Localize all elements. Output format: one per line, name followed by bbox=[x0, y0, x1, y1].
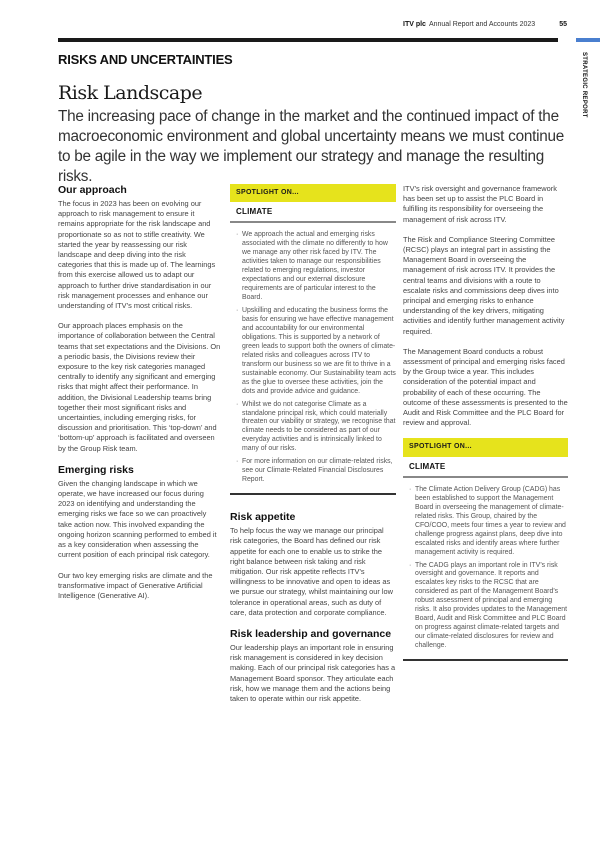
heading-our-approach: Our approach bbox=[58, 184, 127, 196]
list-item: · The Climate Action Delivery Group (CADG) has been established to support the Management Board in overseeing the management of climate-related risks. This Group, chaired by the CFO/COO, meets four times a year to review and challenge progress against plans, deep dive into escalated risks and identify areas where further management activity is required. bbox=[409, 486, 568, 558]
brand-name: ITV plc bbox=[403, 21, 426, 28]
paragraph: Our leadership plays an important role in ensuring risk management is considered in key decision making. Each of our principal risk categories has a Management Board sponsor. They articulate each risk, how we manage them and the actions being taken to operate within our risk appetite. bbox=[230, 642, 396, 703]
section-title: RISKS AND UNCERTAINTIES bbox=[58, 52, 233, 67]
spotlight-topic: CLIMATE bbox=[230, 202, 396, 223]
spotlight-end-rule bbox=[230, 493, 396, 495]
spotlight-topic: CLIMATE bbox=[403, 457, 568, 478]
heading-risk-appetite: Risk appetite bbox=[230, 511, 296, 524]
spotlight-climate-box bbox=[230, 184, 396, 495]
side-section-label: STRATEGIC REPORT bbox=[581, 52, 587, 118]
paragraph: Our approach places emphasis on the importance of collaboration between the Central teams that set expectations and the Divisions. On a periodic basis, the Divisions review their exposure to the key risk categories managed centrally to identify any significant and emerging risks that might affect their performance. In addition, the Divisional Leadership teams bring together their most significant risks and uncertainties, including emerging risks, for discussion and prioritisation. This ‘top-down’ and ‘bottom-up’ approach is facilitated and overseen by the Group Risk team. bbox=[58, 321, 221, 453]
list-item: · Whilst we do not categorise Climate as a standalone principal risk, which could materially threaten our viability or strategy, we recognise that climate needs to be considered as part of our everyday activities and is intrinsically linked to many of our risks. bbox=[236, 401, 396, 455]
paragraph: The Risk and Compliance Steering Committee (RCSC) plays an integral part in assisting the Management Board in overseeing the management of risk across ITV. It provides the central teams and divisions with a route to escalate risks and commissions deep dives into principal and emerging risks to enhance understanding of the key drivers, mitigating activities and identify further management activity required. bbox=[403, 234, 565, 336]
list-item: · The CADG plays an important role in ITV’s risk oversight and governance. It reports and escalates key risks to the RCSC that are considered as part of the Management Board’s robust assessment of principal and emerging risks. It also provides updates to the Management Board, Audit and Risk Committee and PLC Board on progress against climate-related targets and our climate-related disclosures for review and challenge. bbox=[409, 562, 568, 652]
top-rule-divider bbox=[58, 38, 558, 42]
paragraph: The Management Board conducts a robust assessment of principal and emerging risks faced by the Group twice a year. This includes consideration of the potential impact and probability of each of these occurring. The outcome of these assessments is presented to the Audit and Risk Committee and the PLC Board for review and approval. bbox=[403, 346, 568, 428]
spotlight-end-rule bbox=[403, 659, 568, 661]
paragraph: ITV’s risk oversight and governance framework has been set up to assist the PLC Board in fulfilling its responsibility for overseeing the management of risk across ITV. bbox=[403, 184, 557, 224]
paragraph: Our two key emerging risks are climate and the transformative impact of Generative Artificial Intelligence (Generative AI). bbox=[58, 570, 213, 600]
spotlight-climate-box-2 bbox=[403, 438, 568, 661]
list-item: · We approach the actual and emerging risks associated with the climate no differently to how we manage any other risk faced by ITV. The activities taken to manage our responsibilities related to emerging regulations, investor expectations and our external disclosure requirements are of particular interest to the Board. bbox=[236, 231, 396, 303]
paragraph: Given the changing landscape in which we operate, we have increased our focus during 2023 on identifying and understanding the emerging risks we face so we can proactively take action now. This involved expanding the ongoing horizon scanning performed to embed it as a key consideration when assessing the current position of each principal risk category. bbox=[58, 478, 217, 560]
spotlight-bullet-list bbox=[230, 223, 396, 485]
column-right bbox=[403, 184, 568, 667]
spotlight-bullet-list bbox=[403, 478, 568, 651]
section-tab-marker bbox=[576, 38, 600, 42]
page-title: Risk Landscape bbox=[58, 82, 203, 104]
list-item: · For more information on our climate-related risks, see our Climate-Related Financial Disclosures Report. bbox=[236, 458, 396, 485]
column-middle bbox=[230, 184, 396, 714]
lead-paragraph: The increasing pace of change in the market and the continued impact of the macroeconomic environment and global uncertainty means we must continue to be agile in the way we implement our strategy and manage the resulting risks. bbox=[58, 108, 565, 185]
spotlight-label: SPOTLIGHT ON... bbox=[230, 184, 396, 202]
paragraph: To help focus the way we manage our principal risk categories, the Board has defined our risk appetite for each one to enable us to strike the right balance between risk taking and risk mitigation. Our risk appetite reflects ITV’s willingness to be innovative and open to ideas as we pursue our strategy, whilst maintaining our low tolerance in operational areas, such as duty of care, data protection and corporate compliance. bbox=[230, 526, 393, 617]
heading-risk-leadership: Risk leadership and governance bbox=[230, 627, 392, 640]
column-left bbox=[58, 184, 221, 611]
page-number: 55 bbox=[559, 21, 567, 28]
spotlight-label: SPOTLIGHT ON... bbox=[403, 438, 568, 456]
list-item: · Upskilling and educating the business forms the basis for ensuring we have effective management and accountability for our environmental obligations. This is supported by a network of green leads to support both the owners of climate-related risks and colleagues across ITV to transform our business so we are fit to thrive in a sustainable economy. Our Sustainability team acts as the glue to oversee these activities, join the dots and provide advice and guidance. bbox=[236, 307, 396, 397]
paragraph: The focus in 2023 has been on evolving our approach to risk management to ensure it remains appropriate for the risk landscape and proportionate so as not to stifle creativity. We started the year by reassessing our risk landscape and deep diving into the risk categories that this is made up of. The learnings from this exercise allowed us to adapt our approach to further drive standardisation in our risk management processes and enhance our understanding of ITV’s most critical risks. bbox=[58, 199, 216, 311]
running-header bbox=[403, 21, 567, 28]
heading-emerging-risks: Emerging risks bbox=[58, 463, 134, 476]
publication-title: Annual Report and Accounts 2023 bbox=[428, 21, 536, 28]
